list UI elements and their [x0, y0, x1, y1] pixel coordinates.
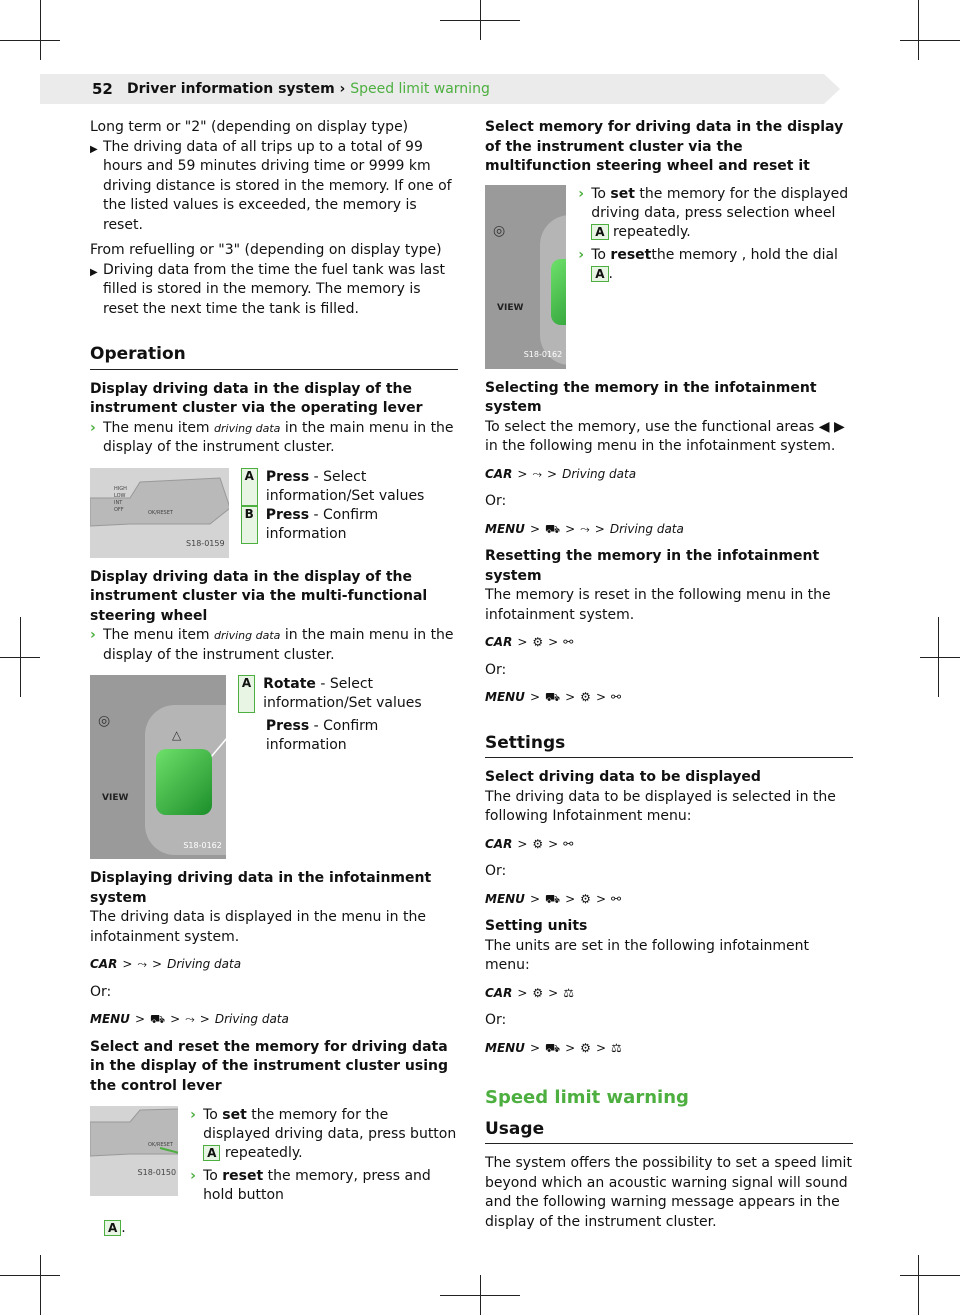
step-text [591, 246, 853, 284]
action: reset [222, 1168, 264, 1184]
action: reset [610, 246, 652, 263]
bullet-item [90, 261, 458, 320]
subheading: Displaying driving data in the infotainment system [90, 870, 432, 906]
units-icon: ⚖ [611, 1040, 622, 1055]
text: To [591, 185, 606, 202]
crop-mark [480, 1275, 481, 1315]
text: the memory for the displayed driving data, press button [203, 1107, 457, 1142]
crop-mark [900, 40, 960, 41]
separator: > [595, 690, 606, 704]
car-icon: ⛟ [150, 1012, 166, 1026]
text: The menu item [103, 627, 210, 643]
lever-label-ok-reset: OK/RESET [148, 1142, 173, 1148]
separator: > [565, 690, 576, 704]
subheading: Display driving data in the display of the instrument cluster via the operating lever [90, 380, 423, 416]
settings-icon: ⚙ [532, 985, 544, 1000]
subheading: Setting units [485, 918, 588, 934]
text: - Confirm information [265, 506, 379, 542]
step-item [90, 419, 458, 458]
section-heading-operation: Operation [90, 345, 458, 370]
settings-icon: ⚙ [580, 1040, 591, 1055]
view-label: VIEW [102, 793, 129, 803]
bullet-text: Driving data from the time the fuel tank was last filled is stored in the memory. The memory is reset the next time the tank is filled. [103, 261, 446, 317]
car-menu-label: CAR [485, 836, 513, 851]
car-icon: ⛟ [545, 891, 561, 906]
lever-label-int: INT [114, 499, 123, 506]
legend-text [266, 506, 458, 544]
or-label: Or: [485, 661, 507, 678]
svg-text:△: △ [172, 728, 182, 742]
rotary-dial [156, 749, 212, 815]
crop-mark [918, 0, 919, 60]
crop-mark [0, 40, 60, 41]
key-label: A [591, 266, 608, 282]
subheading: Selecting the memory in the infotainment system [485, 379, 817, 415]
lever-label-low: LOW [114, 492, 126, 499]
separator: > [517, 466, 528, 481]
units-icon: ⚖ [563, 985, 574, 1000]
page-number: 52 [92, 80, 113, 98]
separator: > [529, 891, 540, 906]
text: . [608, 265, 613, 282]
car-menu-label: CAR [485, 635, 513, 649]
car-icon: ⛟ [545, 1040, 561, 1055]
figure-row [90, 1106, 458, 1209]
action: Press [265, 468, 310, 485]
menu-path [90, 955, 458, 975]
paragraph: Long term or "2" (depending on display type) [90, 119, 409, 135]
svg-text:◎: ◎ [98, 713, 111, 729]
step-item [190, 1167, 458, 1205]
separator: > [595, 1040, 606, 1055]
separator: > [529, 690, 540, 704]
crop-mark [40, 1255, 41, 1315]
car-menu-label: CAR [485, 985, 513, 1000]
menu-path-item: Driving data [609, 521, 684, 536]
text: the memory for the displayed driving data, press selection wheel [591, 185, 849, 221]
subheading: Select memory for driving data in the display of the instrument cluster via the multifunction steering wheel and reset it [485, 119, 844, 174]
menu-path [485, 984, 853, 1004]
main-menu-label: MENU [485, 891, 525, 906]
separator: > [122, 957, 133, 971]
chevron-right-icon: › [190, 1168, 196, 1184]
menu-path [485, 1039, 853, 1059]
lever-label-off: OFF [114, 506, 124, 513]
crop-mark [20, 617, 21, 697]
bullet-item [90, 138, 458, 236]
action: Rotate [263, 676, 316, 692]
separator: > [565, 1040, 576, 1055]
text: - Select information/Set values [263, 676, 422, 711]
driving-data-icon: ⚯ [563, 635, 574, 649]
figure-row [90, 468, 458, 558]
legend-text [263, 675, 458, 713]
paragraph: From refuelling or "3" (depending on display type) [90, 242, 442, 258]
bullet-text: The driving data of all trips up to a total of 99 hours and 59 minutes driving time or 9999 km driving distance is stored in the memory. If one of the listed values is exceeded, the memory is reset. [103, 138, 452, 233]
svg-text:◎: ◎ [493, 222, 506, 239]
main-menu-label: MENU [90, 1012, 130, 1026]
separator: > [152, 957, 163, 971]
paragraph: The units are set in the following infotainment menu: [485, 937, 810, 973]
separator: > [595, 891, 606, 906]
menu-path [485, 633, 853, 653]
text: The menu item [103, 419, 210, 436]
figure-operating-lever [90, 468, 229, 558]
figure-legend [241, 468, 458, 558]
menu-path [485, 520, 853, 540]
car-menu-label: CAR [485, 466, 513, 481]
triangle-bullet-icon: ▶ [90, 266, 98, 278]
action: Press [265, 718, 310, 734]
text: To [203, 1107, 218, 1123]
breadcrumb-section: Driver information system [127, 81, 335, 97]
separator: > [529, 1040, 540, 1055]
key-label: A [238, 675, 255, 713]
action: set [610, 185, 635, 202]
separator: > [199, 1012, 210, 1026]
figure-steering-wheel [90, 675, 226, 859]
or-label: Or: [485, 863, 507, 879]
driving-data-icon: ⚯ [611, 891, 622, 906]
subheading: Resetting the memory in the infotainment system [485, 548, 820, 584]
section-heading-usage: Usage [485, 1120, 853, 1145]
chevron-right-icon: › [578, 185, 584, 202]
settings-icon: ⚙ [532, 635, 544, 649]
left-column [90, 118, 458, 1239]
legend-row [241, 506, 458, 544]
chevron-right-icon: › [190, 1107, 196, 1123]
step-item [90, 626, 458, 665]
separator: > [594, 521, 605, 536]
figure-steering-wheel [485, 185, 566, 369]
step-text [103, 419, 458, 458]
key-label: B [241, 506, 258, 544]
chevron-right-icon: › [90, 627, 96, 643]
menu-path-item: Driving data [214, 1012, 289, 1026]
driving-icon: ⤳ [137, 957, 148, 971]
operating-lever-illustration [90, 1106, 178, 1196]
text: the memory, press and hold button [203, 1168, 431, 1203]
step-item [578, 185, 853, 242]
separator: > [517, 635, 528, 649]
text: - Confirm information [265, 718, 379, 753]
separator: > [565, 891, 576, 906]
or-label: Or: [485, 1012, 507, 1028]
key-label: A [104, 1220, 121, 1236]
figure-legend [238, 675, 458, 859]
lever-label-ok-reset: OK/RESET [148, 509, 173, 516]
text: - Select information/Set values [265, 468, 425, 504]
rotary-dial [551, 259, 566, 325]
lever-label-high: HIGH [114, 485, 127, 492]
figure-code: S18-0159 [186, 539, 225, 548]
section-heading-settings: Settings [485, 734, 853, 759]
breadcrumb-separator: › [339, 81, 346, 97]
separator: > [170, 1012, 181, 1026]
paragraph: The system offers the possibility to set a speed limit beyond which an acoustic warning signal will sound and the following warning message appears in the display of the instrument cluster. [485, 1155, 852, 1230]
text: in the main menu in the display of the instrument cluster. [103, 627, 454, 663]
driving-data-icon: ⚯ [563, 836, 574, 851]
menu-path-item: Driving data [167, 957, 242, 971]
breadcrumb-current: Speed limit warning [350, 81, 490, 97]
separator: > [517, 836, 528, 851]
crop-mark [900, 1275, 960, 1276]
figure-row [90, 675, 458, 859]
or-label: Or: [90, 983, 112, 1000]
text: repeatedly. [224, 1145, 303, 1161]
text: in the main menu in the display of the instrument cluster. [103, 419, 454, 455]
crop-mark [938, 617, 939, 697]
paragraph: The driving data to be displayed is selected in the following Infotainment menu: [485, 788, 836, 824]
key-label: A [203, 1145, 220, 1161]
crop-mark [0, 1275, 60, 1276]
crop-mark [40, 0, 41, 60]
separator: > [548, 985, 559, 1000]
separator: > [548, 635, 559, 649]
crop-mark [480, 0, 481, 40]
triangle-bullet-icon: ▶ [90, 143, 98, 155]
figure-code: S18-0162 [183, 840, 222, 850]
separator: > [565, 521, 576, 536]
menu-item-name: driving data [214, 421, 281, 435]
separator: > [517, 985, 528, 1000]
menu-path-item: Driving data [562, 466, 637, 481]
settings-icon: ⚙ [532, 836, 544, 851]
figure-operating-lever-reset [90, 1106, 178, 1196]
step-item [190, 1106, 458, 1163]
main-menu-label: MENU [485, 1040, 525, 1055]
text: To [591, 246, 606, 263]
figure-code: S18-0162 [523, 350, 563, 359]
view-label: VIEW [497, 302, 524, 313]
text: repeatedly. [612, 223, 691, 240]
step-text [103, 626, 458, 665]
step-text [203, 1106, 458, 1163]
step-list [190, 1106, 458, 1209]
subheading: Select and reset the memory for driving data in the display of the instrument cluster using the control lever [90, 1038, 448, 1094]
subheading: Display driving data in the display of the instrument cluster via the multi-functional steering wheel [90, 568, 428, 624]
crop-mark [920, 657, 960, 658]
menu-path [485, 688, 853, 708]
text: the memory , hold the dial [651, 246, 838, 263]
breadcrumb [127, 81, 490, 97]
key-reference [90, 1219, 458, 1239]
legend-text [266, 468, 458, 506]
key-label: A [241, 468, 258, 506]
action: set [222, 1107, 247, 1123]
figure-code: S18-0150 [137, 1167, 177, 1177]
car-icon: ⛟ [545, 690, 561, 704]
or-label: Or: [485, 493, 507, 509]
step-text [203, 1167, 458, 1205]
separator: > [529, 521, 540, 536]
section-heading-speed-limit-warning: Speed limit warning [485, 1087, 689, 1108]
legend-row [238, 717, 458, 755]
menu-path [485, 890, 853, 910]
driving-data-icon: ⚯ [611, 690, 622, 704]
crop-mark [918, 1255, 919, 1315]
step-text [591, 185, 853, 242]
separator: > [548, 836, 559, 851]
settings-icon: ⚙ [580, 690, 591, 704]
paragraph: The memory is reset in the following menu in the infotainment system. [485, 587, 831, 623]
car-menu-label: CAR [90, 957, 118, 971]
text: . [121, 1220, 126, 1236]
chevron-right-icon: › [578, 246, 584, 263]
main-menu-label: MENU [485, 521, 525, 536]
settings-icon: ⚙ [580, 891, 591, 906]
legend-row [238, 675, 458, 713]
menu-path [485, 465, 853, 485]
paragraph: The driving data is displayed in the menu in the infotainment system. [90, 909, 426, 945]
action: Press [265, 506, 310, 523]
main-menu-label: MENU [485, 690, 525, 704]
right-column [485, 118, 853, 1240]
driving-icon: ⤳ [580, 521, 590, 536]
menu-item-name: driving data [214, 629, 281, 642]
legend-row [241, 468, 458, 506]
key-label: A [591, 224, 608, 240]
paragraph: To select the memory, use the functional areas ◀ ▶ in the following menu in the infotainment system. [485, 418, 845, 454]
driving-icon: ⤳ [185, 1012, 195, 1026]
car-icon: ⛟ [545, 521, 561, 536]
driving-icon: ⤳ [532, 466, 543, 481]
step-item [578, 246, 853, 284]
menu-path [90, 1010, 458, 1030]
figure-row [485, 185, 853, 369]
step-list [578, 185, 853, 369]
menu-path [485, 835, 853, 855]
separator: > [547, 466, 558, 481]
text: To [203, 1168, 218, 1184]
subheading: Select driving data to be displayed [485, 769, 761, 785]
separator: > [134, 1012, 145, 1026]
chevron-right-icon: › [90, 419, 96, 436]
